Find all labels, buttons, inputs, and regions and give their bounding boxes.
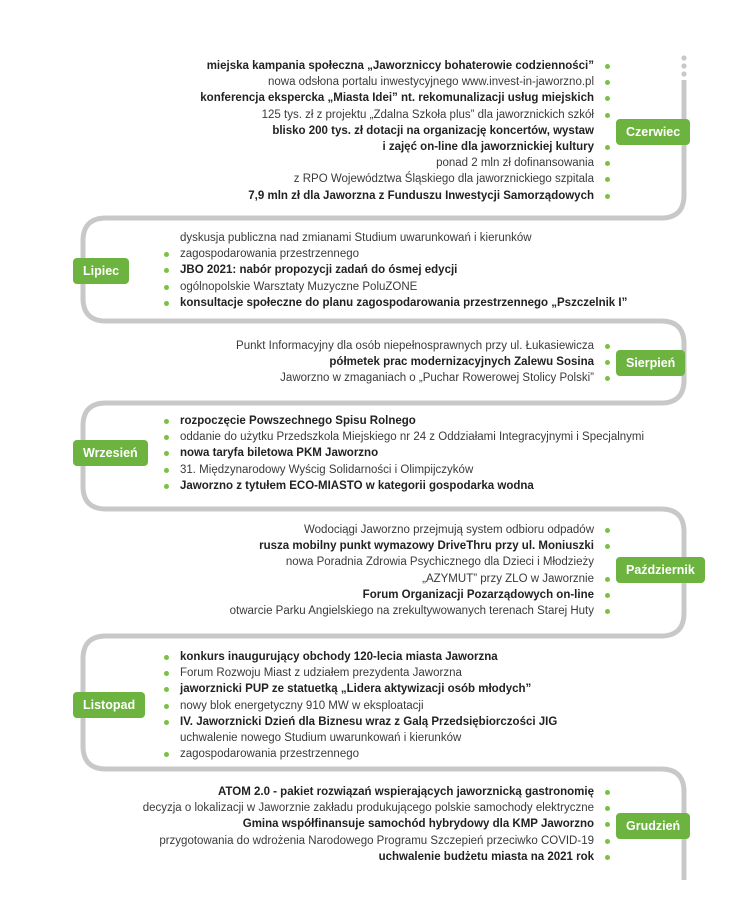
badge-sierpien: Sierpień	[616, 350, 685, 376]
bullet-icon	[164, 752, 169, 757]
event-item	[236, 338, 610, 354]
event-text: i zajęć on-line dla jaworznickiej kultury	[382, 141, 594, 154]
event-item	[143, 833, 610, 849]
event-text: Punkt Informacyjny dla osób niepełnosprawnych przy ul. Łukasiewicza	[236, 340, 594, 352]
event-text: uchwalenie budżetu miasta na 2021 rok	[378, 850, 594, 863]
event-text: Jaworzno w zmaganiach o „Puchar Rowerowej Stolicy Polski”	[280, 372, 594, 385]
event-text: dyskusja publiczna nad zmianami Studium uwarunkowań i kierunków	[180, 232, 532, 244]
bullet-icon	[164, 252, 169, 257]
event-item	[164, 262, 627, 278]
lipiec-events	[164, 230, 627, 311]
event-item	[236, 354, 610, 370]
track-start-dots	[681, 55, 686, 76]
bullet-icon	[605, 376, 610, 381]
event-text: uchwalenie nowego Studium uwarunkowań i kierunków	[180, 732, 462, 745]
event-text: nowy blok energetyczny 910 MW w eksploatacji	[180, 699, 424, 712]
event-item	[164, 478, 644, 494]
event-item	[164, 665, 557, 681]
event-item	[164, 413, 644, 429]
event-item	[164, 246, 627, 262]
event-item	[164, 746, 557, 762]
event-text: nowa Poradnia Zdrowia Psychicznego dla Dzieci i Młodzieży	[285, 556, 594, 569]
event-item	[164, 649, 557, 665]
event-text: Wodociągi Jaworzno przejmują system odbioru odpadów	[304, 524, 594, 536]
bullet-icon	[605, 161, 610, 166]
event-text: Forum Rozwoju Miast z udziałem prezydenta Jaworzna	[180, 667, 462, 680]
event-text: ponad 2 mln zł dofinansowania	[436, 157, 594, 170]
bullet-icon	[164, 704, 169, 709]
event-text: 31. Międzynarodowy Wyścig Solidarności i Olimpijczyków	[180, 463, 474, 476]
badge-lipiec: Lipiec	[73, 258, 129, 284]
pazdziernik-events	[230, 522, 610, 619]
event-item	[200, 58, 610, 74]
event-text: rusza mobilny punkt wymazowy DriveThru przy ul. Moniuszki	[259, 540, 594, 553]
event-text: 125 tys. zł z projektu „Zdalna Szkoła plus” dla jaworznickich szkół	[261, 108, 594, 121]
event-item	[230, 522, 610, 538]
event-text: zagospodarowania przestrzennego	[180, 248, 360, 261]
bullet-icon	[605, 593, 610, 598]
bullet-icon	[164, 301, 169, 306]
event-text: miejska kampania społeczna „Jaworzniccy bohaterowie codzienności”	[206, 60, 594, 72]
event-text: konferencja ekspercka „Miasta Idei” nt. rekomunalizacji usług miejskich	[200, 92, 594, 105]
event-item	[200, 74, 610, 90]
event-text: oddanie do użytku Przedszkola Miejskiego nr 24 z Oddziałami Integracyjnymi i Specjalnymi	[180, 431, 645, 444]
track-dot	[681, 55, 686, 60]
event-item	[200, 107, 610, 123]
event-text: jaworznicki PUP ze statuetką „Lidera aktywizacji osób młodych”	[180, 683, 532, 696]
bullet-icon	[164, 468, 169, 473]
event-text: półmetek prac modernizacyjnych Zalewu Sosina	[329, 356, 594, 369]
event-item	[164, 681, 557, 697]
event-text: konkurs inaugurujący obchody 120-lecia miasta Jaworzna	[180, 651, 498, 663]
event-item	[200, 90, 610, 106]
bullet-icon	[164, 484, 169, 489]
bullet-icon	[605, 344, 610, 349]
bullet-icon	[164, 671, 169, 676]
event-text: rozpoczęcie Powszechnego Spisu Rolnego	[180, 415, 416, 427]
bullet-icon	[605, 113, 610, 118]
bullet-icon	[164, 268, 169, 273]
bullet-icon	[605, 194, 610, 199]
event-text: otwarcie Parku Angielskiego na zrekultywowanych terenach Starej Huty	[229, 605, 594, 618]
bullet-icon	[605, 177, 610, 182]
sierpien-events	[236, 338, 610, 387]
grudzien-events	[143, 784, 610, 865]
bullet-icon	[605, 790, 610, 795]
event-item	[164, 714, 557, 730]
event-text: 7,9 mln zł dla Jaworzna z Funduszu Inwestycji Samorządowych	[248, 189, 594, 202]
track-dot	[681, 63, 686, 68]
event-text: nowa taryfa biletowa PKM Jaworzno	[180, 447, 379, 460]
bullet-icon	[605, 360, 610, 365]
event-item	[164, 445, 644, 461]
event-item	[230, 587, 610, 603]
bullet-icon	[605, 577, 610, 582]
bullet-icon	[605, 528, 610, 533]
event-text: zagospodarowania przestrzennego	[180, 748, 360, 761]
event-item	[164, 279, 627, 295]
bullet-icon	[605, 855, 610, 860]
bullet-icon	[164, 720, 169, 725]
badge-czerwiec: Czerwiec	[616, 119, 690, 145]
bullet-icon	[164, 655, 169, 660]
event-item	[230, 571, 610, 587]
event-text: IV. Jaworznicki Dzień dla Biznesu wraz z Galą Przedsiębiorczości JIG	[180, 715, 558, 728]
event-text: nowa odsłona portalu inwestycyjnego www.invest-in-jaworzno.pl	[268, 76, 594, 89]
event-text: przygotowania do wdrożenia Narodowego Programu Szczepień przeciwko COVID-19	[159, 834, 594, 847]
event-item	[164, 230, 627, 246]
listopad-events	[164, 649, 557, 762]
bullet-icon	[164, 419, 169, 424]
event-text: ogólnopolskie Warsztaty Muzyczne PoluZONE	[180, 280, 418, 293]
event-text: JBO 2021: nabór propozycji zadań do ósmej edycji	[180, 264, 458, 277]
event-text: z RPO Województwa Śląskiego dla jaworznickiego szpitala	[293, 173, 594, 186]
track-dot	[681, 71, 686, 76]
event-text: „AZYMUT” przy ZLO w Jaworznie	[422, 572, 594, 585]
event-item	[143, 800, 610, 816]
event-item	[143, 784, 610, 800]
event-item	[164, 698, 557, 714]
bullet-icon	[605, 145, 610, 150]
event-text: ATOM 2.0 - pakiet rozwiązań wspierających jaworznicką gastronomię	[217, 786, 594, 798]
event-item	[230, 603, 610, 619]
badge-wrzesien: Wrzesień	[73, 440, 148, 466]
bullet-icon	[605, 839, 610, 844]
event-item	[164, 295, 627, 311]
bullet-icon	[605, 544, 610, 549]
event-text: Jaworzno z tytułem ECO-MIASTO w kategorii gospodarka wodna	[180, 479, 534, 492]
bullet-icon	[605, 64, 610, 69]
czerwiec-events	[200, 58, 610, 204]
bullet-icon	[605, 80, 610, 85]
bullet-icon	[605, 822, 610, 827]
event-item	[200, 188, 610, 204]
event-item	[164, 462, 644, 478]
bullet-icon	[164, 285, 169, 290]
event-item	[143, 816, 610, 832]
event-item	[143, 849, 610, 865]
bullet-icon	[605, 609, 610, 614]
bullet-icon	[605, 96, 610, 101]
event-item	[236, 370, 610, 386]
event-item	[164, 730, 557, 746]
event-item	[200, 139, 610, 155]
badge-grudzien: Grudzień	[616, 813, 690, 839]
event-item	[230, 538, 610, 554]
event-text: Gmina współfinansuje samochód hybrydowy dla KMP Jaworzno	[242, 818, 594, 831]
bullet-icon	[605, 806, 610, 811]
bullet-icon	[164, 435, 169, 440]
badge-pazdziernik: Październik	[616, 557, 705, 583]
event-item	[230, 554, 610, 570]
event-text: konsultacje społeczne do planu zagospodarowania przestrzennego „Pszczelnik I”	[180, 296, 628, 309]
event-item	[200, 171, 610, 187]
badge-listopad: Listopad	[73, 692, 145, 718]
bullet-icon	[164, 451, 169, 456]
event-item	[200, 155, 610, 171]
event-item	[200, 123, 610, 139]
event-text: blisko 200 tys. zł dotacji na organizację koncertów, wystaw	[272, 124, 594, 137]
bullet-icon	[164, 687, 169, 692]
event-item	[164, 429, 644, 445]
event-text: decyzja o lokalizacji w Jaworznie zakładu produkującego polskie samochody elektryczne	[142, 802, 594, 815]
event-text: Forum Organizacji Pozarządowych on-line	[362, 588, 594, 601]
wrzesien-events	[164, 413, 644, 494]
